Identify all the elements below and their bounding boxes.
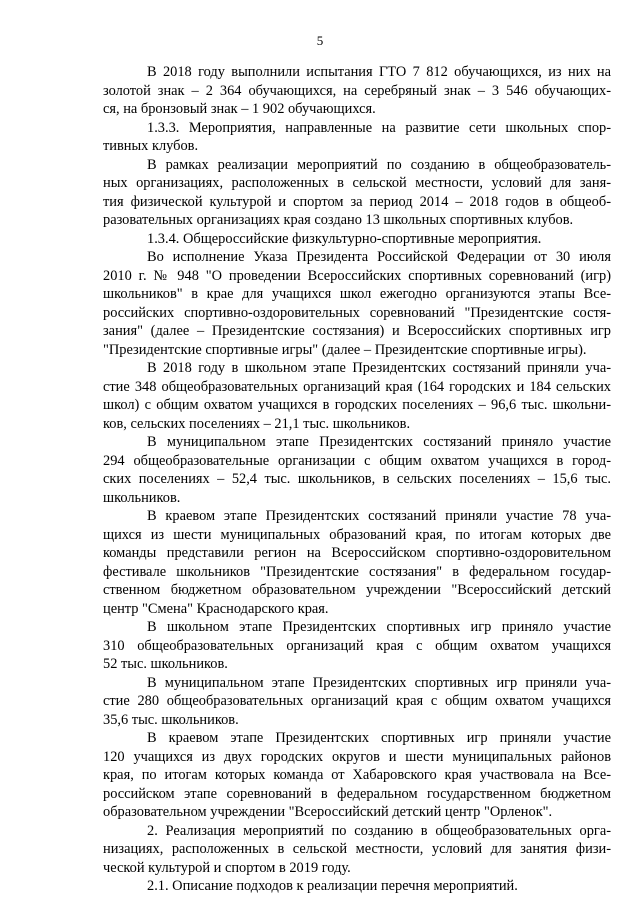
- text-line: 310 общеобразовательных организаций края с общим охватом учащихся: [103, 637, 611, 654]
- text-line: образовательном учреждении "Всероссийский детский центр "Орленок".: [103, 804, 553, 820]
- paragraph: [103, 359, 611, 433]
- text-line: школьников" в крае для учащихся школ ежегодно организуются этапы Все-: [103, 286, 611, 302]
- text-line: российских спортивно-оздоровительных соревнований "Президентские состя-: [103, 304, 611, 321]
- text-line: 52 тыс. школьников.: [103, 656, 228, 672]
- paragraph: [103, 507, 611, 618]
- text-line: стие 280 общеобразовательных организаций края с общим охватом учащихся: [103, 693, 611, 709]
- text-line: стие 348 общеобразовательных организаций края (164 городских и 184 сельских: [103, 378, 611, 395]
- text-line: 2. Реализация мероприятий по созданию в общеобразовательных орга-: [147, 822, 611, 839]
- text-line: тия физической культурой и спортом за период 2014 – 2018 годов в общеоб-: [103, 193, 611, 210]
- text-line: команды представили регион на Всероссийском спортивно-оздоровительном: [103, 545, 611, 561]
- text-line: В муниципальном этапе Президентских спортивных игр приняли уча-: [147, 674, 611, 691]
- text-line: ственном бюджетном образовательном учреждении "Всероссийский детский: [103, 582, 611, 598]
- text-line: 1.3.4. Общероссийские физкультурно-спортивные мероприятия.: [147, 230, 542, 247]
- paragraph: [103, 822, 611, 878]
- text-line: низациях, расположенных в сельской местности, условий для занятия физи-: [103, 841, 611, 857]
- text-line: 120 учащихся из двух городских округов и шести муниципальных районов: [103, 748, 611, 765]
- text-line: ческой культурой и спортом в 2019 году.: [103, 859, 351, 876]
- text-line: В муниципальном этапе Президентских состязаний приняло участие: [147, 434, 611, 450]
- text-line: ся, на бронзовый знак – 1 902 обучающихся.: [103, 101, 376, 117]
- text-line: 35,6 тыс. школьников.: [103, 711, 239, 728]
- page-number: 5: [316, 33, 324, 48]
- text-line: школ) с общим охватом учащихся в городских поселениях – 96,6 тыс. школьни-: [103, 397, 611, 413]
- text-line: фестивале школьников "Президентские состязания" в федеральном государ-: [103, 563, 611, 580]
- paragraph: [103, 433, 611, 507]
- document-body: [103, 63, 611, 896]
- text-line: В школьном этапе Президентских спортивных игр приняло участие: [147, 619, 611, 635]
- text-line: зания" (далее – Президентские состязания) и Всероссийских спортивных игр: [103, 323, 611, 339]
- text-line: школьников.: [103, 489, 181, 506]
- text-line: 2.1. Описание подходов к реализации перечня мероприятий.: [147, 878, 518, 894]
- paragraph: [103, 156, 611, 230]
- paragraph: [103, 248, 611, 359]
- text-line: ных организациях, расположенных в сельской местности, условий для заня-: [103, 175, 611, 191]
- text-line: 294 общеобразовательные организации с общим охватом учащихся в город-: [103, 452, 611, 469]
- paragraph: [103, 618, 611, 674]
- paragraph: [103, 119, 611, 156]
- paragraph: [103, 230, 611, 249]
- text-line: российском этапе соревнований в федеральном государственном бюджетном: [103, 785, 611, 802]
- text-line: разовательных организациях края создано 13 школьных спортивных клубов.: [103, 212, 574, 228]
- paragraph: [103, 63, 611, 119]
- text-line: Во исполнение Указа Президента Российской Федерации от 30 июля: [147, 249, 611, 265]
- text-line: В краевом этапе Президентских спортивных игр приняли участие: [147, 730, 611, 746]
- paragraph: [103, 674, 611, 730]
- text-line: края, по итогам которых команда от Хабаровского края участвовала на Все-: [103, 767, 611, 783]
- text-line: тивных клубов.: [103, 138, 199, 154]
- text-line: В 2018 году в школьном этапе Президентских состязаний приняли уча-: [147, 360, 611, 376]
- text-line: В 2018 году выполнили испытания ГТО 7 812 обучающихся, из них на: [147, 64, 611, 80]
- text-line: золотой знак – 2 364 обучающихся, на серебряный знак – 3 546 обучающих-: [103, 82, 611, 99]
- text-line: 2010 г. № 948 "О проведении Всероссийских спортивных соревнований (игр): [103, 267, 611, 284]
- text-line: 1.3.3. Мероприятия, направленные на развитие сети школьных спор-: [147, 119, 611, 136]
- text-line: центр "Смена" Краснодарского края.: [103, 600, 329, 617]
- text-line: ков, сельских поселениях – 21,1 тыс. школьников.: [103, 415, 411, 432]
- text-line: В краевом этапе Президентских состязаний приняли участие 78 уча-: [147, 508, 611, 524]
- paragraph: [103, 877, 611, 896]
- text-line: щихся из шести муниципальных образований края, по итогам которых две: [103, 526, 611, 543]
- text-line: ских поселениях – 52,4 тыс. школьников, в сельских поселениях – 15,6 тыс.: [103, 471, 611, 487]
- text-line: В рамках реализации мероприятий по созданию в общеобразователь-: [147, 156, 611, 173]
- text-line: "Президентские спортивные игры" (далее – Президентские спортивные игры).: [103, 341, 587, 358]
- paragraph: [103, 729, 611, 822]
